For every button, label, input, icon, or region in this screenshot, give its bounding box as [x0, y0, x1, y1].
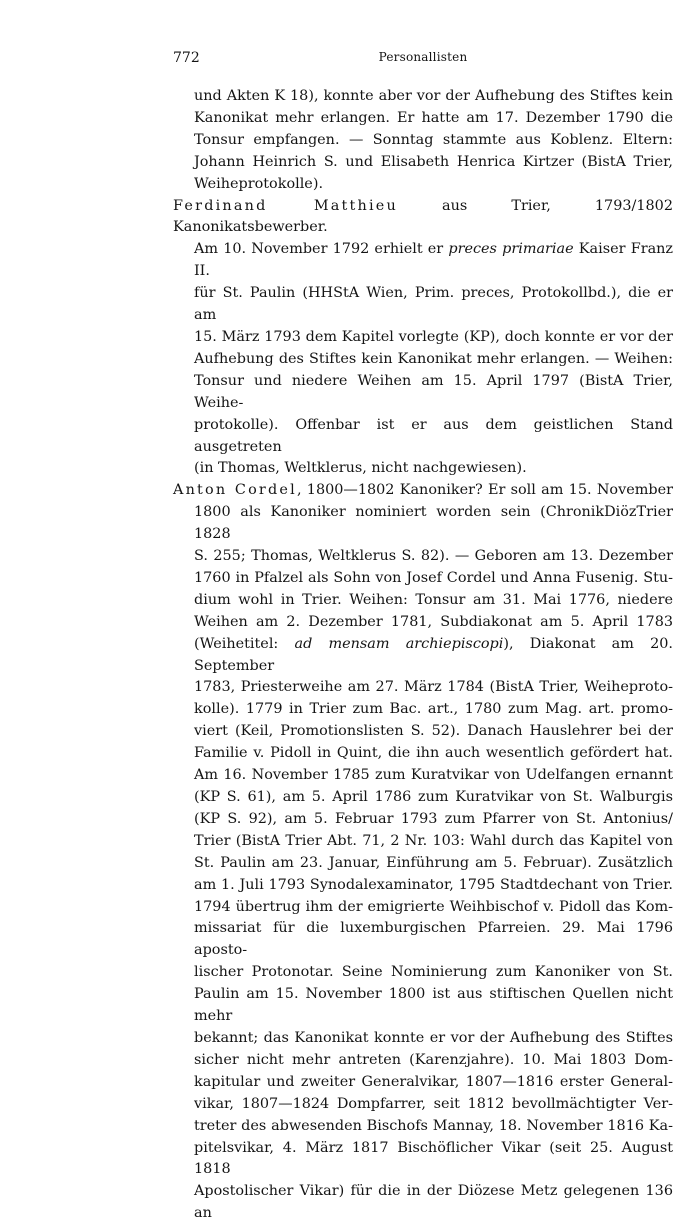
text-line: Trier (BistA Trier Abt. 71, 2 Nr. 103: Wahl durch das Kapitel von — [194, 832, 673, 849]
text-fragment: (Weihetitel: — [194, 635, 295, 652]
text-line: Johann Heinrich S. und Elisabeth Henrica Kirtzer (BistA Trier, — [194, 153, 673, 170]
text-line: 1783, Priesterweihe am 27. März 1784 (BistA Trier, Weiheproto- — [194, 679, 673, 696]
text-line: protokolle). Offenbar ist er aus dem geistlichen Stand ausgetreten — [194, 416, 673, 455]
text-line: vikar, 1807—1824 Dompfarrer, seit 1812 bevollmächtigter Ver- — [194, 1095, 673, 1112]
person-name: Anton Cordel — [173, 482, 297, 499]
page-header — [173, 50, 673, 72]
text-line: bekannt; das Kanonikat konnte er vor der Aufhebung des Stiftes — [194, 1029, 673, 1046]
entry-first-line — [173, 196, 673, 240]
text-line: viert (Keil, Promotionslisten S. 52). Danach Hauslehrer bei der — [194, 723, 673, 740]
text-line — [173, 239, 673, 283]
text-line: treter des abwesenden Bischofs Mannay, 18. November 1816 Ka- — [194, 1117, 673, 1134]
italic-term: preces primariae — [448, 241, 574, 258]
text-line: Familie v. Pidoll in Quint, die ihn auch wesentlich gefördert hat. — [194, 745, 673, 762]
running-title: Personallisten — [378, 50, 468, 64]
text-fragment: ), Diakonat am 20. September — [194, 635, 673, 674]
text-line: 1760 in Pfalzel als Sohn von Josef Cordel und Anna Fusenig. Stu- — [194, 569, 673, 586]
italic-term: ad mensam archiepiscopi — [294, 635, 504, 652]
text-line: missariat für die luxemburgischen Pfarreien. 29. Mai 1796 aposto- — [194, 920, 673, 959]
text-line: kolle). 1779 in Trier zum Bac. art., 1780 zum Mag. art. promo- — [194, 701, 673, 718]
text-line: dium wohl in Trier. Weihen: Tonsur am 31. Mai 1776, niedere — [194, 591, 673, 608]
text-line: S. 255; Thomas, Weltklerus S. 82). — Geboren am 13. Dezember — [194, 548, 673, 565]
text-line: und Akten K 18), konnte aber vor der Aufhebung des Stiftes kein — [194, 88, 673, 104]
text-line: St. Paulin am 23. Januar, Einführung am 5. Februar). Zusätzlich — [194, 854, 673, 871]
text-line — [173, 634, 673, 678]
text-line: Weiheprotokolle). — [194, 175, 324, 192]
text-line: (KP S. 92), am 5. Februar 1793 zum Pfarrer von St. Antonius/ — [194, 810, 673, 827]
text-fragment: aus Trier, 1793/1802 Kanonikatsbewerber. — [173, 197, 673, 236]
text-line: (in Thomas, Weltklerus, nicht nachgewiesen). — [194, 460, 527, 477]
text-line: Kanonikat mehr erlangen. Er hatte am 17. Dezember 1790 die — [194, 109, 673, 126]
text-line: pitelsvikar, 4. März 1817 Bischöflicher Vikar (seit 25. August 1818 — [194, 1139, 673, 1178]
text-line: 1800 als Kanoniker nominiert worden sein (ChronikDiözTrier 1828 — [194, 504, 673, 543]
text-line: lischer Protonotar. Seine Nominierung zum Kanoniker von St. — [194, 964, 673, 981]
text-line: Tonsur empfangen. — Sonntag stammte aus Koblenz. Eltern: — [194, 131, 673, 148]
entry-matthieu — [173, 196, 673, 481]
text-fragment: , 1800—1802 Kanoniker? Er soll am 15. November — [296, 482, 673, 499]
text-line: 1794 übertrug ihm der emigrierte Weihbischof v. Pidoll das Kom- — [194, 898, 673, 915]
text-line: Paulin am 15. November 1800 ist aus stiftischen Quellen nicht mehr — [194, 986, 673, 1025]
text-fragment: Am 10. November 1792 erhielt er — [194, 241, 449, 258]
person-name: Ferdinand Matthieu — [173, 197, 398, 214]
text-line: Tonsur und niedere Weihen am 15. April 1797 (BistA Trier, Weihe- — [194, 372, 673, 411]
entry-cordel — [173, 480, 673, 1225]
text-line: (KP S. 61), am 5. April 1786 zum Kuratvikar von St. Walburgis — [194, 789, 673, 805]
text-line: am 1. Juli 1793 Synodalexaminator, 1795 Stadtdechant von Trier. — [194, 876, 673, 893]
entry-first-line — [173, 480, 673, 502]
text-line: für St. Paulin (HHStA Wien, Prim. preces, Protokollbd.), die er am — [194, 285, 673, 324]
text-line: kapitular und zweiter Generalvikar, 1807—1816 erster General- — [194, 1073, 673, 1090]
text-line: Am 16. November 1785 zum Kuratvikar von Udelfangen ernannt — [194, 767, 673, 784]
text-fragment: Kaiser Franz II. — [194, 241, 673, 280]
page-body — [173, 86, 673, 1225]
page-number: 772 — [173, 50, 200, 66]
text-line: Aufhebung des Stiftes kein Kanonikat mehr erlangen. — Weihen: — [194, 350, 673, 367]
continuation-paragraph — [173, 86, 673, 196]
text-line: Apostolischer Vikar) für die in der Diözese Metz gelegenen 136 an — [194, 1183, 673, 1222]
text-line: Weihen am 2. Dezember 1781, Subdiakonat am 5. April 1783 — [194, 613, 673, 630]
text-line: sicher nicht mehr antreten (Karenzjahre). 10. Mai 1803 Dom- — [194, 1051, 673, 1068]
text-line: 15. März 1793 dem Kapitel vorlegte (KP), doch konnte er vor der — [194, 328, 673, 345]
